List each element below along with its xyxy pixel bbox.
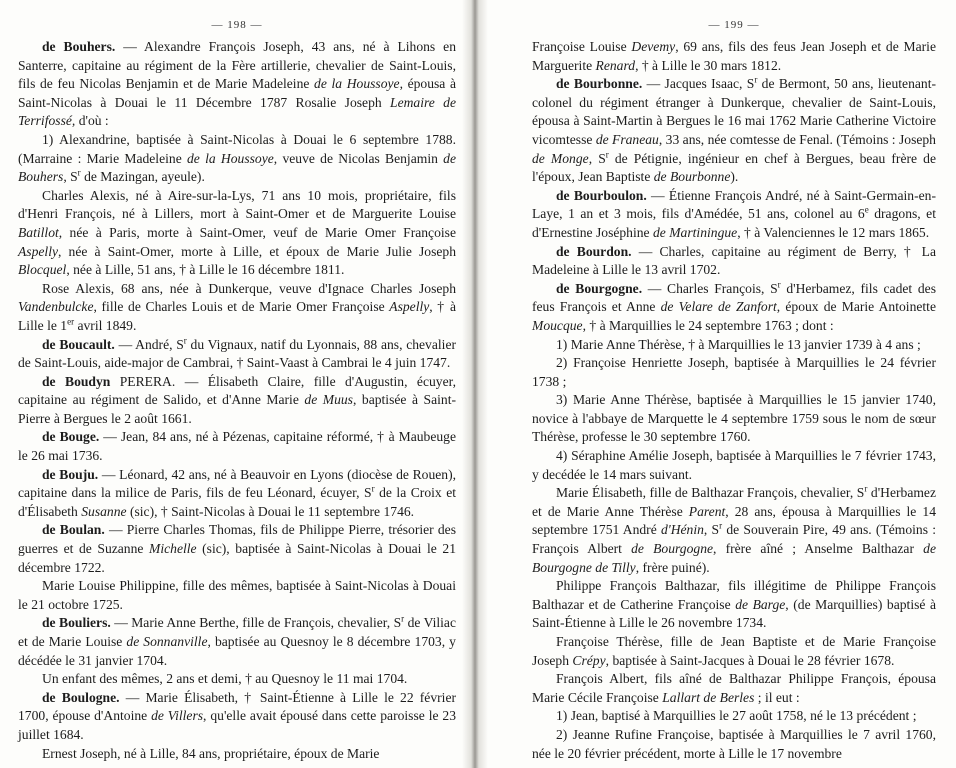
italic-name: Vandenbulcke bbox=[18, 299, 94, 315]
text-run: Françoise Thérèse, fille de Jean Baptiste et de Marie Françoise Joseph bbox=[532, 634, 936, 668]
superscript: r bbox=[371, 483, 375, 494]
family-name: de Boulogne. bbox=[42, 689, 120, 705]
text-run: de Viliac et de Marie Louise bbox=[18, 615, 456, 649]
text-run: — André, S bbox=[114, 336, 184, 352]
text-run: — Marie Anne Berthe, fille de François, chevalier, S bbox=[110, 615, 402, 631]
entry bbox=[532, 633, 936, 670]
italic-name: de Bouhers bbox=[18, 150, 456, 185]
family-name: de Bourdon. bbox=[556, 243, 632, 259]
text-run: , qu'elle avait épousé dans cette paroisse le 23 juillet 1684. bbox=[18, 708, 456, 742]
text-run: ). bbox=[730, 169, 739, 185]
italic-name: de la Houssoye bbox=[187, 150, 274, 166]
italic-name: de la Houssoye bbox=[314, 76, 400, 92]
entry bbox=[18, 187, 456, 280]
text-run: de Bermont, 50 ans, lieutenant-colonel du régiment étranger à Dunkerque, chevalier de Saint-Louis, épousa à Saint-Martin à Bergues le 16 mai 1762 Marie Catherine Victoire vicomtesse bbox=[532, 76, 937, 147]
italic-name: Lallart de Berles bbox=[662, 689, 755, 705]
entries-right bbox=[532, 38, 936, 763]
text-run: 1) Marie Anne Thérèse, † à Marquillies le 13 janvier 1739 à 4 ans ; bbox=[556, 336, 921, 352]
text-run: , 28 ans, épousa à Marquillies le 14 septembre 1751 André bbox=[532, 503, 936, 538]
italic-name: de Martiningue bbox=[653, 224, 738, 240]
entry bbox=[532, 391, 936, 447]
text-run: , S bbox=[588, 150, 606, 166]
family-name: de Bouge. bbox=[42, 429, 100, 445]
entry bbox=[18, 614, 456, 670]
family-name: de Bouhers. bbox=[42, 39, 116, 54]
text-run: Marie Élisabeth, fille de Balthazar François, chevalier, S bbox=[556, 485, 865, 501]
italic-name: de Bourbonne bbox=[653, 169, 731, 185]
text-run: , S bbox=[63, 169, 78, 185]
text-run: d'Herbamez, fils cadet des feus François et Anne bbox=[532, 280, 936, 315]
text-run: , baptisée à Saint-Pierre à Bergues le 2 août 1661. bbox=[18, 392, 457, 426]
entry bbox=[532, 243, 936, 280]
text-run: François Albert, fils aîné de Balthazar Philippe François, épousa Marie Cécile Françoise bbox=[532, 671, 936, 705]
italic-name: de Bourgogne de Tilly bbox=[532, 541, 936, 575]
text-run: 3) Marie Anne Thérèse, baptisée à Marquillies le 15 janvier 1740, novice à l'abbaye de Marquette le 4 septembre 1759 sous le nom de sœur Thérèse, professe le 30 septembre 1760. bbox=[532, 392, 936, 445]
entry bbox=[18, 373, 456, 429]
text-run: 2) Jeanne Rufine Françoise, baptisée à Marquillies le 7 avril 1760, née le 20 février précédent, morte à Lille le 17 novembre bbox=[532, 726, 936, 761]
italic-name: de Velare de Zanfort bbox=[660, 299, 777, 315]
italic-name: Aspelly bbox=[389, 299, 430, 315]
text-run: , frère puiné). bbox=[635, 559, 710, 575]
superscript: r bbox=[719, 520, 723, 531]
text-run: , 69 ans, fils des feus Jean Joseph et de Marie Marguerite bbox=[532, 39, 936, 73]
entry bbox=[532, 336, 936, 355]
text-run: Françoise Louise bbox=[532, 39, 632, 54]
italic-name: d'Hénin bbox=[660, 522, 704, 538]
superscript: er bbox=[67, 316, 75, 327]
italic-name: Susanne bbox=[81, 503, 127, 519]
entry bbox=[532, 447, 936, 484]
entry bbox=[18, 670, 456, 689]
text-run: du Vignaux, natif du Lyonnais, 88 ans, chevalier de Saint-Louis, aide-major de Cambrai, † Saint-Vaast à Cambrai le 4 juin 1747. bbox=[18, 336, 456, 371]
entry bbox=[532, 484, 936, 577]
entry bbox=[18, 745, 456, 764]
entry bbox=[532, 354, 936, 391]
entry bbox=[532, 75, 936, 187]
text-run: , née à Lille, 51 ans, † à Lille le 16 décembre 1811. bbox=[66, 262, 345, 278]
entry bbox=[532, 280, 936, 336]
superscript: r bbox=[754, 74, 758, 85]
entry bbox=[18, 336, 456, 373]
text-run: , veuve de Nicolas Benjamin bbox=[273, 150, 444, 166]
text-run: , † à Marquillies le 24 septembre 1763 ; dont : bbox=[582, 317, 834, 333]
entries-left bbox=[18, 38, 456, 763]
italic-name: Crépy bbox=[572, 652, 606, 668]
text-run: Philippe François Balthazar, fils illégitime de Philippe François Balthazar et de Catherine Françoise bbox=[532, 578, 936, 612]
superscript: r bbox=[864, 483, 868, 494]
page-number-left: — 198 — bbox=[211, 19, 263, 31]
text-run: de Pétignie, ingénieur en chef à Bergues, beau frère de l'époux, Jean Baptiste bbox=[532, 150, 936, 185]
family-name: de Bourboulon. bbox=[556, 187, 647, 203]
text-run: — Étienne François André, né à Saint-Germain-en-Laye, 1 an et 3 mois, fils d'Amédée, 51 ans, colonel au 6 bbox=[532, 187, 936, 222]
text-run: 2) Françoise Henriette Joseph, baptisée à Marquillies le 24 février 1738 ; bbox=[532, 355, 936, 389]
text-run: , S bbox=[703, 522, 720, 538]
italic-name: de Sonnanville bbox=[126, 634, 208, 649]
text-run: 1) Alexandrine, baptisée à Saint-Nicolas à Douai le 6 septembre 1788. (Marraine : Marie Madeleine bbox=[18, 131, 456, 166]
right-page bbox=[484, 0, 956, 768]
italic-name: Devemy bbox=[631, 39, 676, 54]
italic-name: de Muus bbox=[304, 392, 353, 408]
italic-name: Renard bbox=[595, 57, 636, 73]
text-run: — Marie Élisabeth, † Saint-Étienne à Lille le 22 février 1700, épouse d'Antoine bbox=[18, 689, 456, 724]
italic-name: de Barge bbox=[735, 596, 786, 612]
text-run: , épousa à Saint-Nicolas à Douai le 11 Décembre 1787 Rosalie Joseph bbox=[18, 76, 456, 110]
text-run: avril 1849. bbox=[74, 317, 137, 333]
italic-name: Aspelly bbox=[18, 243, 59, 259]
page-number-right: — 199 — bbox=[708, 19, 760, 31]
family-name: de Bourgogne. bbox=[556, 280, 643, 296]
italic-name: de Bourgogne bbox=[631, 541, 714, 557]
text-run: Marie Louise Philippine, fille des mêmes, baptisée à Saint-Nicolas à Douai le 21 octobre 1725. bbox=[18, 578, 456, 612]
family-name: de Bourbonne. bbox=[556, 76, 643, 92]
superscript: e bbox=[864, 204, 869, 215]
text-run: Un enfant des mêmes, 2 ans et demi, † au Quesnoy le 11 mai 1704. bbox=[42, 671, 408, 687]
text-run: Ernest Joseph, né à Lille, 84 ans, propriétaire, époux de Marie bbox=[42, 745, 380, 761]
superscript: r bbox=[605, 149, 609, 160]
text-run: — Charles, capitaine au régiment de Berry, † La Madeleine à Lille le 13 avril 1702. bbox=[532, 243, 936, 278]
text-run: — Jacques Isaac, S bbox=[642, 76, 755, 92]
italic-name: de Monge bbox=[532, 150, 589, 166]
entry bbox=[18, 280, 456, 336]
text-run: — Pierre Charles Thomas, fils de Philippe Pierre, trésorier des guerres et de Suzanne bbox=[18, 522, 456, 557]
entry bbox=[18, 689, 456, 745]
text-run: ; il eut : bbox=[754, 689, 800, 705]
text-run: de Mazingan, ayeule). bbox=[80, 169, 205, 185]
text-run: , † à Lille le 1 bbox=[18, 299, 456, 333]
entry bbox=[18, 466, 456, 522]
superscript: r bbox=[401, 613, 405, 624]
text-run: , époux de Marie Antoinette bbox=[776, 299, 936, 315]
italic-name: de Villers bbox=[151, 708, 204, 724]
text-run: d'où : bbox=[75, 113, 109, 129]
text-run: , née à Saint-Omer, morte à Lille, et époux de Marie Julie Joseph bbox=[58, 243, 456, 259]
text-run: dragons, et d'Ernestine Joséphine bbox=[532, 206, 936, 240]
italic-name: Blocquel bbox=[18, 262, 67, 278]
text-run: , frère aîné ; Anselme Balthazar bbox=[713, 541, 924, 557]
text-run: , † à Valenciennes le 12 mars 1865. bbox=[737, 224, 930, 240]
text-run: , (de Marquillies) baptisé à Saint-Étienne à Lille le 26 novembre 1734. bbox=[532, 596, 937, 631]
left-page bbox=[0, 0, 472, 768]
italic-name: Michelle bbox=[149, 541, 197, 557]
entry bbox=[18, 131, 456, 187]
family-name: de Boulan. bbox=[42, 522, 105, 538]
text-run: 4) Séraphine Amélie Joseph, baptisée à Marquillies le 7 février 1743, y decédée le 14 mars suivant. bbox=[532, 448, 936, 482]
text-run: (sic), † Saint-Nicolas à Douai le 11 septembre 1746. bbox=[126, 503, 415, 519]
superscript: r bbox=[777, 279, 781, 290]
text-run: , baptisée à Saint-Jacques à Douai le 28 février 1678. bbox=[605, 652, 895, 668]
entry bbox=[532, 577, 936, 633]
entry bbox=[18, 38, 456, 131]
text-run: — Jean, 84 ans, né à Pézenas, capitaine réformé, † à Maubeuge le 26 mai 1736. bbox=[18, 429, 456, 464]
entry bbox=[532, 726, 936, 763]
italic-name: Batillot bbox=[18, 224, 59, 240]
text-run: , née à Paris, morte à Saint-Omer, veuf de Marie Omer Françoise bbox=[58, 224, 456, 240]
text-run: — Léonard, 42 ans, né à Beauvoir en Lyons (diocèse de Rouen), capitaine dans la milice de Paris, fils de feu Léonard, écuyer, S bbox=[18, 466, 456, 501]
entry bbox=[532, 670, 936, 707]
italic-name: Moucque bbox=[532, 317, 583, 333]
text-run: , 33 ans, née comtesse de Fenal. (Témoins : Joseph bbox=[658, 131, 936, 147]
text-run: Charles Alexis, né à Aire-sur-la-Lys, 71 ans 10 mois, propriétaire, fils d'Henri François, né à Lillers, mort à Saint-Omer et de Marguerite Louise bbox=[18, 187, 456, 222]
italic-name: Parent bbox=[688, 503, 726, 519]
family-name: de Boucault. bbox=[42, 336, 115, 352]
text-run: — Charles François, S bbox=[642, 280, 778, 296]
entry bbox=[532, 187, 936, 243]
text-run: de la Croix et d'Élisabeth bbox=[18, 485, 456, 519]
entry bbox=[18, 428, 456, 465]
text-run: Rose Alexis, 68 ans, née à Dunkerque, veuve d'Ignace Charles Joseph bbox=[42, 280, 456, 296]
text-run: de Souverain Pire, 49 ans. (Témoins : François Albert bbox=[532, 522, 937, 557]
text-run: (sic), baptisée à Saint-Nicolas à Douai le 21 décembre 1722. bbox=[18, 541, 456, 575]
family-name-suffix: PERERA. bbox=[110, 373, 176, 389]
italic-name: Lemaire de Terrifossé, bbox=[18, 94, 456, 129]
entry bbox=[18, 521, 456, 577]
entry bbox=[532, 707, 936, 726]
family-name: de Boudyn bbox=[42, 373, 111, 389]
text-run: , † à Lille le 30 mars 1812. bbox=[635, 57, 782, 73]
text-run: , fille de Charles Louis et de Marie Omer Françoise bbox=[93, 299, 390, 315]
entry bbox=[18, 577, 456, 614]
entry bbox=[532, 38, 936, 75]
family-name: de Bouju. bbox=[42, 466, 99, 482]
superscript: r bbox=[77, 167, 81, 178]
text-run: , baptisée au Quesnoy le 8 décembre 1703, y décédée le 31 janvier 1704. bbox=[18, 634, 456, 668]
italic-name: de Franeau bbox=[595, 131, 659, 147]
superscript: r bbox=[183, 334, 187, 345]
text-run: d'Herbamez et de Marie Anne Thérèse bbox=[532, 485, 936, 519]
text-run: — Alexandre François Joseph, 43 ans, né à Lihons en Santerre, capitaine au régiment de la Fère artillerie, chevalier de Saint-Louis, fils de feu Nicolas Benjamin et de Marie Madeleine bbox=[18, 39, 456, 92]
family-name: de Bouliers. bbox=[42, 615, 111, 631]
text-run: — Élisabeth Claire, fille d'Augustin, écuyer, capitaine au régiment de Salido, et d'Anne Marie bbox=[18, 373, 456, 408]
text-run: 1) Jean, baptisé à Marquillies le 27 août 1758, né le 13 précédent ; bbox=[556, 708, 917, 724]
